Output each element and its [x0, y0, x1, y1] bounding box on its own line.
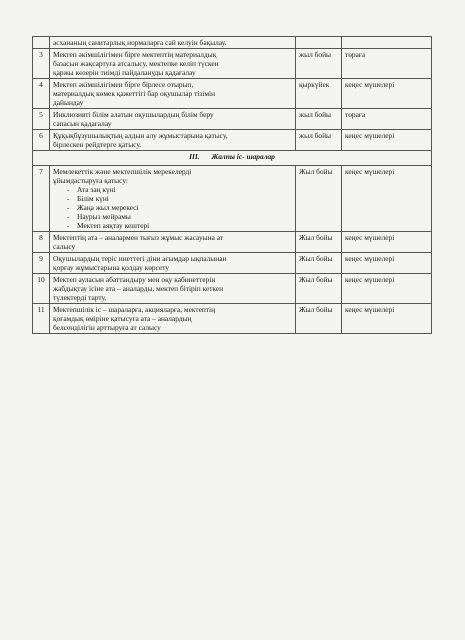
description-line: Мектепшілік іс – шараларға, акцияларға, мектептің: [53, 305, 216, 314]
description-line: дайындау: [53, 98, 84, 107]
table-row: [33, 304, 432, 334]
activity-description: [50, 130, 296, 151]
description-line: материалдық көмек қажеттігі бар оқушылар тізімін: [53, 89, 216, 98]
description-line: салысу: [53, 242, 76, 251]
table-body-upper: [33, 37, 432, 151]
responsible-cell: кеңес мүшелері: [342, 304, 432, 334]
table-row: [33, 37, 432, 49]
activity-description: [50, 49, 296, 79]
activity-description: [50, 304, 296, 334]
responsible-cell: кеңес мүшелері: [342, 232, 432, 253]
table-body-section: [33, 151, 432, 232]
row-number: 5: [33, 109, 50, 130]
activity-description: [50, 232, 296, 253]
table-row: [33, 253, 432, 274]
description-line: Мектеп әкімшілігімен бірге мектептің материалдық: [53, 50, 217, 59]
responsible-cell: кеңес мүшелері: [342, 166, 432, 232]
row-number: 10: [33, 274, 50, 304]
description-line: Оқушылардың теріс ниеттегі діни ағымдар ықпалынан: [53, 254, 227, 263]
description-line: қорғау жұмыстарына қолдау көрсету: [53, 263, 170, 272]
responsible-cell: төраға: [342, 49, 432, 79]
timeframe-cell: қыркүйек: [296, 79, 342, 109]
table-row: [33, 274, 432, 304]
row-number: 3: [33, 49, 50, 79]
description-line: сапасын қадағалау: [53, 119, 112, 128]
holiday-list: [53, 185, 292, 230]
responsible-cell: [342, 37, 432, 49]
section-title: Жалпы іс- шаралар: [211, 152, 275, 161]
table-row: [33, 49, 432, 79]
table-body-lower: [33, 232, 432, 334]
row-number: 4: [33, 79, 50, 109]
list-item: - Ата заң күні: [67, 185, 292, 194]
description-line: Мемлекеттік және мектепшілік мерекелерді: [53, 167, 192, 176]
activity-description: [50, 109, 296, 130]
description-line: Мектеп ауласын абаттандыру мен оқу кабинеттерін: [53, 275, 216, 284]
description-line: Инклюзивті білім алатын оқушылардың білім беру: [53, 110, 214, 119]
responsible-cell: кеңес мүшелері: [342, 130, 432, 151]
responsible-cell: кеңес мүшелері: [342, 79, 432, 109]
timeframe-cell: Жыл бойы: [296, 304, 342, 334]
section-header-row: [33, 151, 432, 166]
activity-description: [50, 166, 296, 232]
timeframe-cell: Жыл бойы: [296, 166, 342, 232]
table-row: [33, 166, 432, 232]
description-line: Құқықбұзушылықтың алдын алу жұмыстарына қатысу,: [53, 131, 228, 140]
list-item: - Мектеп аяқтау кештері: [67, 221, 292, 230]
responsible-cell: кеңес мүшелері: [342, 253, 432, 274]
table-row: [33, 130, 432, 151]
timeframe-cell: жыл бойы: [296, 130, 342, 151]
description-line: қаржы көзерін тиімді пайдалануды қадағалау: [53, 68, 196, 77]
activity-description: [50, 79, 296, 109]
description-line: асхананың санитарлық нормаларға сай келуін бақылау.: [53, 38, 227, 47]
description-line: ұйымдастыруға қатысу:: [53, 176, 128, 185]
list-item: - Білім күні: [67, 194, 292, 203]
description-line: қоғамдық өміріне қатысуға ата – аналардың: [53, 314, 192, 323]
responsible-cell: кеңес мүшелері: [342, 274, 432, 304]
row-number: 8: [33, 232, 50, 253]
row-number: [33, 37, 50, 49]
section-number: III.: [189, 152, 200, 161]
row-number: 9: [33, 253, 50, 274]
description-line: Мектептің ата – аналармен тығыз жұмыс жасауына ат: [53, 233, 224, 242]
description-line: Мектеп әкімшілігімен бірге бірлесе отырып,: [53, 80, 194, 89]
timeframe-cell: Жыл бойы: [296, 253, 342, 274]
timeframe-cell: Жыл бойы: [296, 274, 342, 304]
timeframe-cell: жыл бойы: [296, 109, 342, 130]
timeframe-cell: жыл бойы: [296, 49, 342, 79]
list-item: - Жаңа жыл мерекесі: [67, 203, 292, 212]
responsible-cell: төраға: [342, 109, 432, 130]
section-heading: [33, 151, 432, 166]
activity-description: [50, 253, 296, 274]
row-number: 11: [33, 304, 50, 334]
description-line: жабдықтау ісіне ата – аналарды, мектеп бітіріп кеткен: [53, 284, 224, 293]
description-line: түлектерді тарту.: [53, 293, 107, 302]
row-number: 7: [33, 166, 50, 232]
table-row: [33, 109, 432, 130]
activity-description: [50, 37, 296, 49]
table-row: [33, 232, 432, 253]
description-line: бірлескен рейдтерге қатысу.: [53, 140, 142, 149]
row-number: 6: [33, 130, 50, 151]
table-row: [33, 79, 432, 109]
timeframe-cell: [296, 37, 342, 49]
activity-description: [50, 274, 296, 304]
timeframe-cell: Жыл бойы: [296, 232, 342, 253]
description-line: белсенділігін арттыруға ат салысу: [53, 323, 161, 332]
activity-plan-table: [32, 36, 432, 334]
list-item: - Наурыз мейрамы: [67, 212, 292, 221]
description-line: базасын жақсартуға атсалысу, мектепке келіп түскен: [53, 59, 219, 68]
